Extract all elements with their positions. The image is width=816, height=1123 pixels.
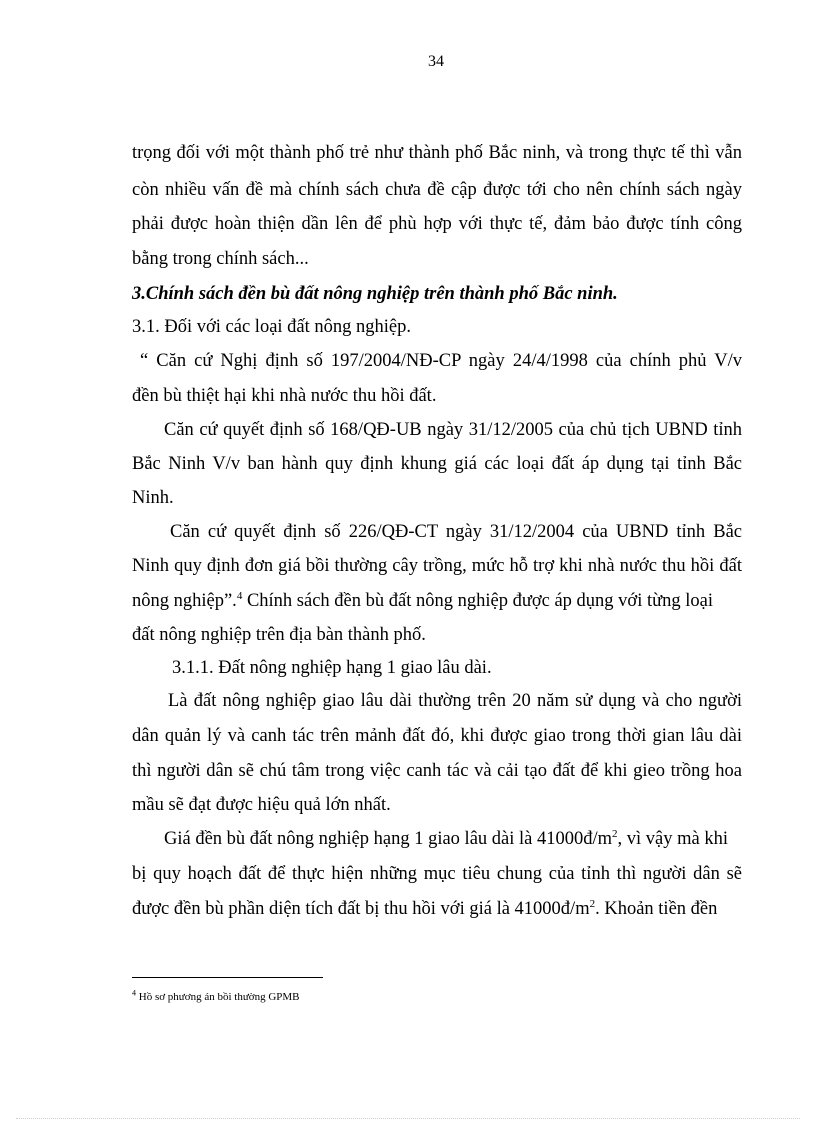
body-line: Căn cứ quyết định số 226/QĐ-CT ngày 31/12/2004 của UBND tỉnh Bắc bbox=[170, 522, 742, 542]
body-line: Căn cứ quyết định số 168/QĐ-UB ngày 31/12/2005 của chủ tịch UBND tỉnh bbox=[164, 420, 742, 440]
superscript: 2 bbox=[589, 897, 596, 910]
section-heading: 3.Chính sách đền bù đất nông nghiệp trên thành phố Bắc ninh. bbox=[132, 284, 618, 304]
footnote-mark: 4 bbox=[132, 988, 136, 998]
body-line: Là đất nông nghiệp giao lâu dài thường trên 20 năm sử dụng và cho người bbox=[168, 691, 742, 711]
body-line: phải được hoàn thiện dần lên để phù hợp với thực tế, đảm bảo được tính công bbox=[132, 214, 742, 234]
footnote-separator bbox=[132, 977, 323, 978]
body-line: Ninh. bbox=[132, 488, 174, 508]
body-line: dân quản lý và canh tác trên mảnh đất đó, khi được giao trong thời gian lâu dài bbox=[132, 726, 742, 746]
footnote bbox=[132, 990, 300, 1004]
body-text: Chính sách đền bù đất nông nghiệp được áp dụng với từng loại bbox=[242, 591, 714, 611]
body-text: được đền bù phần diện tích đất bị thu hồi với giá là 41000đ/m bbox=[132, 899, 590, 919]
body-line bbox=[164, 828, 728, 850]
subsection-heading: 3.1. Đối với các loại đất nông nghiệp. bbox=[132, 317, 411, 337]
body-line: đền bù thiệt hại khi nhà nước thu hồi đất. bbox=[132, 386, 437, 406]
body-line: Ninh quy định đơn giá bồi thường cây trồng, mức hỗ trợ khi nhà nước thu hồi đất bbox=[132, 556, 742, 576]
body-line: Bắc Ninh V/v ban hành quy định khung giá các loại đất áp dụng tại tỉnh Bắc bbox=[132, 454, 742, 474]
body-line: “ Căn cứ Nghị định số 197/2004/NĐ-CP ngày 24/4/1998 của chính phủ V/v bbox=[140, 351, 742, 371]
body-line: mầu sẽ đạt được hiệu quả lớn nhất. bbox=[132, 795, 391, 815]
body-text: , vì vậy mà khi bbox=[617, 829, 728, 849]
subsection-heading: 3.1.1. Đất nông nghiệp hạng 1 giao lâu dài. bbox=[172, 658, 492, 678]
body-line: bằng trong chính sách... bbox=[132, 249, 309, 269]
body-line: bị quy hoạch đất để thực hiện những mục tiêu chung của tỉnh thì người dân sẽ bbox=[132, 864, 742, 884]
superscript: 2 bbox=[612, 827, 618, 840]
body-line: trọng đối với một thành phố trẻ như thành phố Bắc ninh, và trong thực tế thì vẫn bbox=[132, 143, 742, 163]
body-text: Giá đền bù đất nông nghiệp hạng 1 giao lâu dài là 41000đ/m bbox=[164, 829, 613, 849]
page-number: 34 bbox=[428, 53, 444, 70]
footnote-text: Hồ sơ phương án bồi thường GPMB bbox=[136, 991, 300, 1003]
body-text: nông nghiệp”. bbox=[132, 591, 237, 611]
body-line: còn nhiều vấn đề mà chính sách chưa đề cập được tới cho nên chính sách ngày bbox=[132, 180, 742, 200]
footnote-ref: 4 bbox=[236, 589, 243, 602]
body-line bbox=[132, 898, 717, 920]
body-text: . Khoản tiền đền bbox=[595, 899, 718, 919]
body-line: đất nông nghiệp trên địa bàn thành phố. bbox=[132, 625, 426, 645]
body-line bbox=[132, 590, 713, 612]
body-line: thì người dân sẽ chú tâm trong việc canh tác và cải tạo đất để khi gieo trồng hoa bbox=[132, 761, 742, 781]
page-boundary bbox=[16, 1118, 800, 1119]
